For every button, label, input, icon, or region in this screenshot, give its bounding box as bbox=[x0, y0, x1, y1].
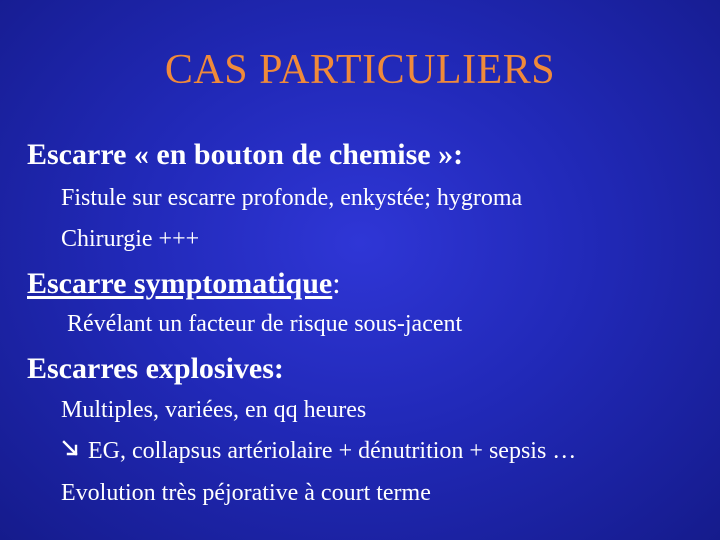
heading-suffix: : bbox=[332, 267, 341, 300]
list-item: Révélant un facteur de risque sous-jacent bbox=[67, 311, 463, 337]
arrow-down-right-icon bbox=[61, 439, 81, 459]
list-item: Evolution très péjorative à court terme bbox=[61, 480, 431, 506]
list-item-text: EG, collapsus artériolaire + dénutrition + sepsis … bbox=[88, 438, 577, 464]
list-item-with-arrow bbox=[61, 436, 576, 466]
list-item: Chirurgie +++ bbox=[61, 226, 200, 252]
list-item: Fistule sur escarre profonde, enkystée; hygroma bbox=[61, 185, 523, 211]
section-heading-explosives: Escarres explosives: bbox=[27, 352, 284, 385]
slide-title: CAS PARTICULIERS bbox=[164, 47, 556, 93]
list-item: Multiples, variées, en qq heures bbox=[61, 397, 367, 423]
section-heading-bouton-de-chemise: Escarre « en bouton de chemise »: bbox=[27, 138, 464, 171]
section-heading-symptomatique bbox=[27, 266, 341, 302]
heading-bold-text: Escarre symptomatique bbox=[27, 267, 333, 300]
